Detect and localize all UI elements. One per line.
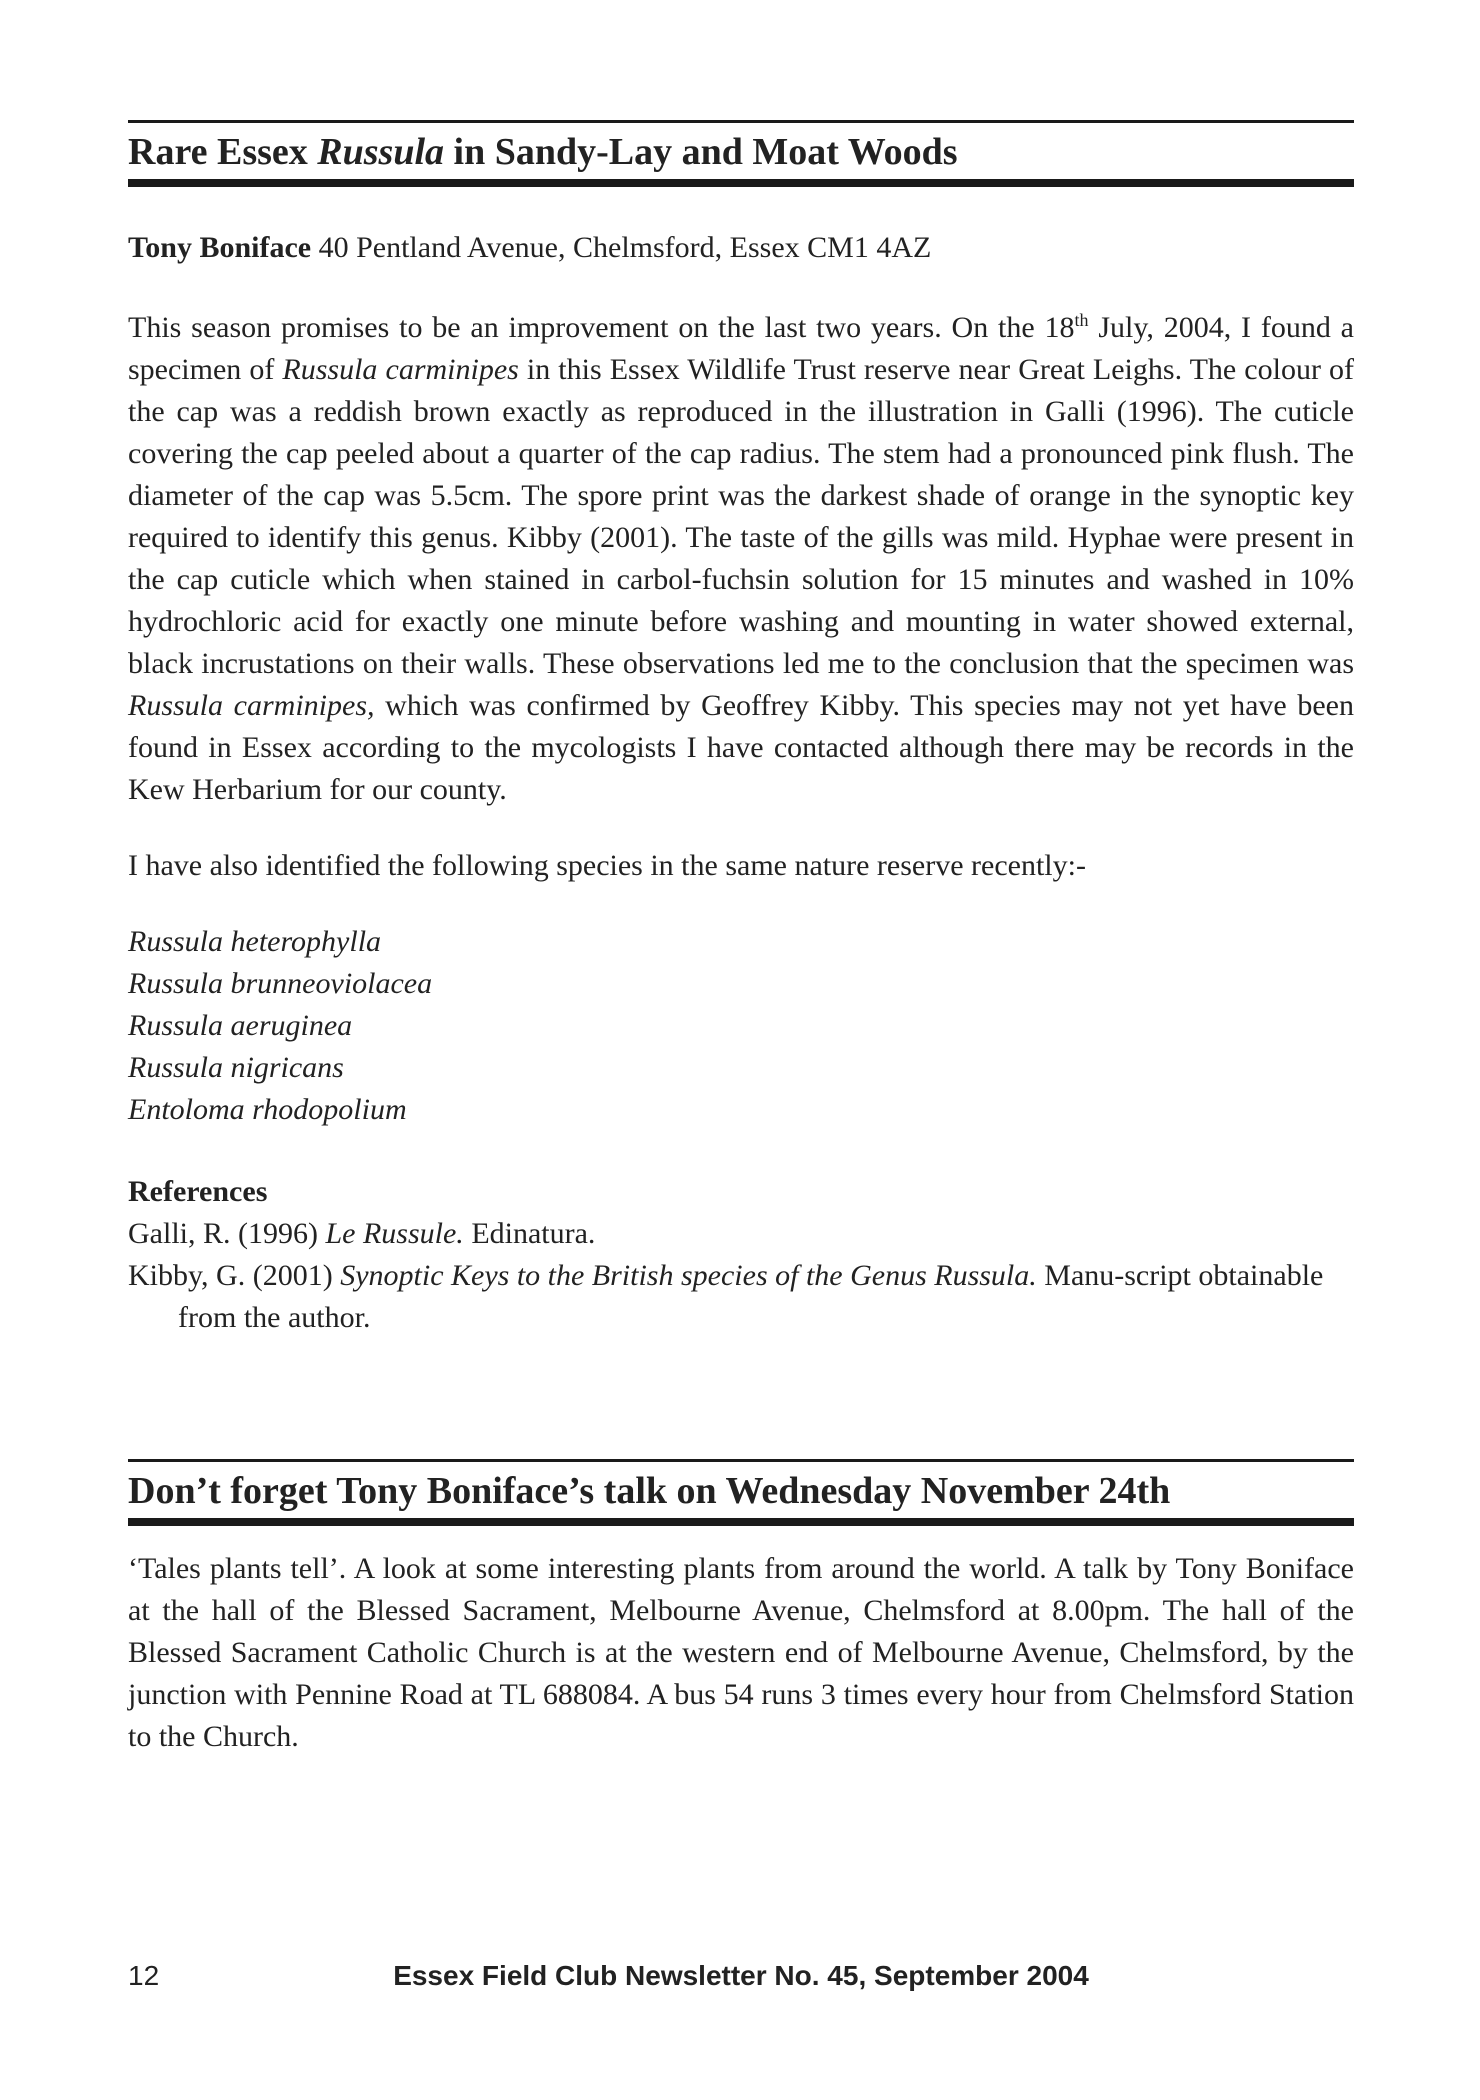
species-name: Russula carminipes, xyxy=(128,689,375,722)
reference-text: Kibby, G. (2001) xyxy=(128,1259,341,1292)
author-name: Tony Boniface xyxy=(128,231,312,264)
species-item: Entoloma rhodopolium xyxy=(128,1093,407,1126)
body-text: July, 2004, I found a specimen of xyxy=(128,311,1355,386)
body-text: This season promises to be an improvement on the last two years. On the 18 xyxy=(128,311,1075,344)
reference-item xyxy=(128,1213,1354,1255)
heading-rule-top xyxy=(128,1459,1354,1462)
heading-rule-bottom xyxy=(128,1518,1354,1526)
notice-body: ‘Tales plants tell’. A look at some interesting plants from around the world. A talk by Tony Boniface at the hall of the Blessed Sacrament, Melbourne Avenue, Chelmsford at 8.00pm. The hall of the Blessed Sacrament Catholic Church is at the western end of Melbourne Avenue, Chelmsford, by the junction with Pennine Road at TL 688084. A bus 54 runs 3 times every hour from Chelmsford Station to the Church. xyxy=(128,1552,1354,1753)
title-genus: Russula xyxy=(317,131,445,173)
author-address: 40 Pentland Avenue, Chelmsford, Essex CM1 4AZ xyxy=(311,231,932,264)
article-rare-russula xyxy=(128,120,1354,1339)
title-part: in Sandy-Lay and Moat Woods xyxy=(444,131,958,173)
article-talk-notice xyxy=(128,1459,1354,1758)
species-item: Russula brunneoviolacea xyxy=(128,967,433,1000)
reference-title: Synoptic Keys to the British species of the Genus Russula. xyxy=(340,1259,1037,1292)
publication-title: Essex Field Club Newsletter No. 45, September 2004 xyxy=(393,1960,1089,1991)
page-number: 12 xyxy=(128,1960,160,1991)
page-content xyxy=(128,120,1354,1758)
references-title: References xyxy=(128,1175,268,1208)
species-item: Russula aeruginea xyxy=(128,1009,353,1042)
species-list xyxy=(128,921,1354,1131)
body-text: which was confirmed by Geoffrey Kibby. This species may not yet have been found in Essex according to the mycologists I have contacted although there may be records in the Kew Herbarium for our county. xyxy=(128,689,1354,806)
reference-title: Le Russule. xyxy=(325,1217,464,1250)
title-part: Rare Essex xyxy=(128,131,318,173)
species-item: Russula nigricans xyxy=(128,1051,344,1084)
article-title xyxy=(128,127,1354,177)
reference-text: Galli, R. (1996) xyxy=(128,1217,326,1250)
notice-title: Don’t forget Tony Boniface’s talk on Wednesday November 24th xyxy=(128,1470,1171,1512)
author-line xyxy=(128,227,1354,269)
references-list xyxy=(128,1213,1354,1339)
reference-text: Manu-script obtainable from the author. xyxy=(178,1259,1324,1334)
body-text: th xyxy=(1074,310,1089,330)
reference-item xyxy=(128,1255,1354,1339)
body-text: in this Essex Wildlife Trust reserve near Great Leighs. The colour of the cap was a reddish brown exactly as reproduced in the illustration in Galli (1996). The cuticle covering the cap peeled about a quarter of the cap radius. The stem had a pronounced pink flush. The diameter of the cap was 5.5cm. The spore print was the darkest shade of orange in the synoptic key required to identify this genus. Kibby (2001). The taste of the gills was mild. Hyphae were present in the cap cuticle which when stained in carbol-fuchsin solution for 15 minutes and washed in 10% hydrochloric acid for exactly one minute before washing and mounting in water showed external, black incrustations on their walls. These observations led me to the conclusion that the specimen was xyxy=(128,353,1355,680)
heading-rule-bottom xyxy=(128,179,1354,187)
species-intro: I have also identified the following species in the same nature reserve recently:- xyxy=(128,849,1086,882)
species-name: Russula carminipes xyxy=(282,353,519,386)
species-item: Russula heterophylla xyxy=(128,925,382,958)
heading-rule-top xyxy=(128,120,1354,123)
article-body xyxy=(128,307,1354,811)
reference-text: Edinatura. xyxy=(463,1217,596,1250)
